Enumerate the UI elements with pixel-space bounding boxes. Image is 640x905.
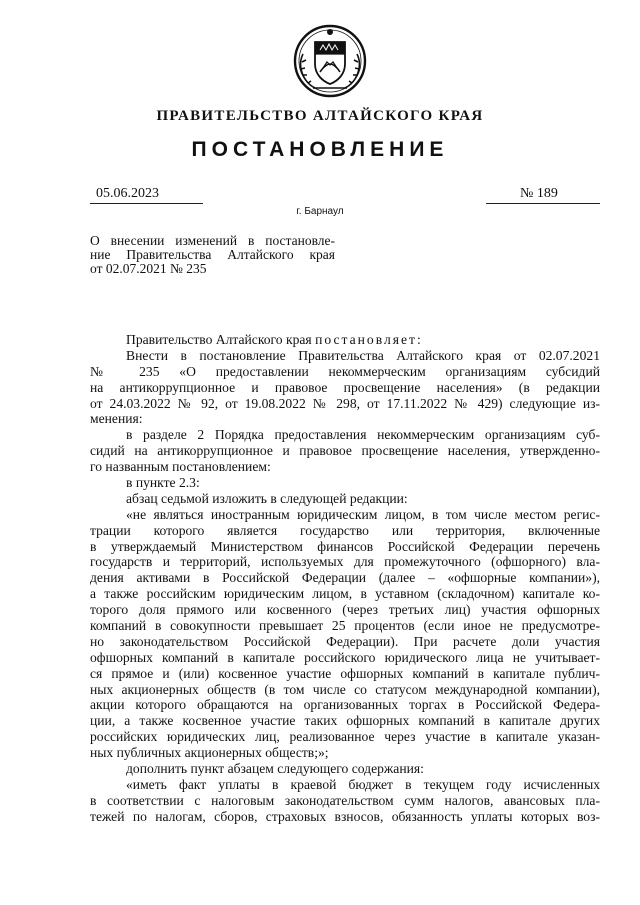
body-line: в разделе 2 Порядка предоставления некоммерческим организациям суб- (126, 427, 600, 443)
government-name: ПРАВИТЕЛЬСТВО АЛТАЙСКОГО КРАЯ (156, 108, 484, 124)
altai-krai-coat-of-arms-icon (293, 24, 367, 98)
document-body (90, 332, 600, 825)
body-line: офшорных компаний в капитале российского юридического лица не учитывает- (90, 649, 600, 665)
body-line: сидий на антикоррупционное и правовое просвещение населения, утвержденно- (90, 443, 600, 459)
body-line: «не являться иностранным юридическим лицом, в том числе местом регис- (126, 506, 600, 522)
document-date: 05.06.2023 (90, 186, 203, 204)
body-line: но законодательством Российской Федерации). При расчете доли участия (90, 633, 600, 649)
body-line: менения: (90, 411, 143, 427)
body-line: от 24.03.2022 № 92, от 19.08.2022 № 298, от 17.11.2022 № 429) следующие из- (90, 395, 600, 411)
body-line: ных публичных акционерных обществ;»; (90, 745, 329, 761)
body-line: трации которого является государство или территория, включенные (90, 522, 600, 538)
document-type: ПОСТАНОВЛЕНИЕ (191, 138, 449, 161)
subject-line: ние Правительства Алтайского края (90, 247, 335, 262)
body-line: государств и территорий, используемых для промежуточного (офшорного) вла- (90, 554, 600, 570)
body-line: в пункте 2.3: (126, 475, 200, 491)
body-line: ся прямое и (или) косвенное участие офшорных компаний в капитале публич- (90, 665, 600, 681)
document-subject (90, 234, 335, 276)
body-line: № 235 «О предоставлении некоммерческим организациям субсидий (90, 363, 600, 379)
body-line: акции которого обращаются на организованных торгах в Российской Федера- (90, 697, 600, 713)
body-line: российских юридических лиц, реализованное через участие в капитале указан- (90, 729, 600, 745)
body-line: тежей по налогам, сборов, страховых взносов, обязанность уплаты которых воз- (90, 808, 600, 824)
subject-line: от 02.07.2021 № 235 (90, 261, 207, 276)
intro-prefix: Правительство Алтайского края (126, 332, 316, 347)
subject-line: О внесении изменений в постановле- (90, 233, 335, 248)
body-line: дения активами в Российской Федерации (далее – «офшорные компании»), (90, 570, 600, 586)
body-line: Внести в постановление Правительства Алтайского края от 02.07.2021 (126, 347, 600, 363)
document-number: № 189 (486, 186, 600, 204)
body-line: торого доля прямого или косвенного (через третьих лиц) участия офшорных (90, 602, 600, 618)
body-line: абзац седьмой изложить в следующей редакции: (126, 490, 408, 506)
body-intro (90, 332, 600, 348)
body-line: компаний в совокупности превышает 25 процентов (если иное не предусмотре- (90, 618, 600, 634)
intro-decree-word: постановляет (315, 332, 417, 347)
body-line: ных акционерных обществ (в том числе со статусом международной компании), (90, 681, 600, 697)
intro-suffix: : (416, 332, 421, 347)
body-line: а также российским юридическим лицом, в уставном (складочном) капитале ко- (90, 586, 600, 602)
body-line: дополнить пункт абзацем следующего содержания: (126, 761, 424, 777)
body-line: на антикоррупционное и правовое просвещение населения» (в редакции (90, 379, 600, 395)
body-line: го названным постановлением: (90, 459, 271, 475)
body-line: «иметь факт уплаты в краевой бюджет в текущем году исчисленных (126, 776, 600, 792)
body-line: в утверждаемый Министерством финансов Российской Федерации перечень (90, 538, 600, 554)
issue-city: г. Барнаул (296, 206, 344, 217)
body-line: в соответствии с налоговым законодательством сумм налогов, авансовых пла- (90, 792, 600, 808)
body-line: ции, а также косвенное участие таких офшорных компаний в капитале других (90, 713, 600, 729)
